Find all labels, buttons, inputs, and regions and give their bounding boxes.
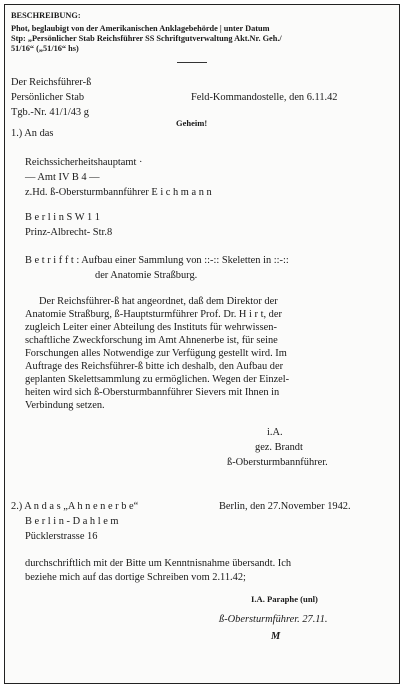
header-line-3: 51/16“ („51/16“ hs) (11, 44, 79, 53)
header-line-2: Stp: „Persönlicher Stab Reichsführer SS Schriftgutverwaltung Akt.Nr. Geh./ (11, 34, 282, 43)
body-line-2: Anatomie Straßburg, ß-Hauptsturmführer Prof. Dr. H i r t, der (25, 309, 282, 320)
sender-line-2: Persönlicher Stab (11, 92, 85, 103)
recipient-2-place-date: Berlin, den 27.November 1942. (219, 501, 351, 512)
body-line-9: Verbindung setzen. (25, 400, 105, 411)
recipient-1-city: B e r l i n S W 1 1 (25, 212, 100, 223)
recipient-1-line-1: Reichssicherheitshauptamt · (25, 157, 143, 168)
body-line-5: Forschungen alles Notwendige zur Verfügung gestellt wird. Im (25, 348, 287, 359)
subject-line-1: B e t r i f f t : Aufbau einer Sammlung von ::-:: Skeletten in ::-:: (25, 255, 289, 266)
recipient-2-note-1: durchschriftlich mit der Bitte um Kenntnisnahme übersandt. Ich (25, 558, 292, 569)
body-line-4: schaftliche Zweckforschung im Amt Ahnenerbe ist, für seine (25, 335, 278, 346)
body-line-6: Auftrage des Reichsführer-ß bitte ich deshalb, den Aufbau der (25, 361, 284, 372)
signature-2-ia: I.A. Paraphe (unl) (251, 594, 318, 604)
signature-1-name: gez. Brandt (255, 442, 303, 453)
body-line-8: heiten wird sich ß-Obersturmbannführer Sievers mit Ihnen in (25, 387, 280, 398)
signature-2-initial: M (271, 631, 281, 642)
sender-line-1: Der Reichsführer-ß (11, 77, 92, 88)
header-title: BESCHREIBUNG: (11, 11, 81, 20)
signature-1-rank: ß-Obersturmbannführer. (227, 457, 328, 468)
body-line-3: zugleich Leiter einer Abteilung des Instituts für wehrwissen- (25, 322, 277, 333)
subject-line-2: der Anatomie Straßburg. (95, 270, 198, 281)
recipient-2-note-2: beziehe mich auf das dortige Schreiben vom 2.11.42; (25, 572, 246, 583)
header-divider (177, 62, 207, 63)
recipient-1-number: 1.) An das (11, 128, 54, 139)
body-line-1: Der Reichsführer-ß hat angeordnet, daß dem Direktor der (39, 296, 278, 307)
header-line-1: Phot, beglaubigt von der Amerikanischen Anklagebehörde | unter Datum (11, 24, 270, 33)
recipient-2-line-1: 2.) A n d a s „A h n e n e r b e“ (11, 501, 139, 512)
place-date: Feld-Kommandostelle, den 6.11.42 (191, 92, 338, 103)
recipient-1-line-3: z.Hd. ß-Obersturmbannführer E i c h m a n n (25, 187, 212, 198)
recipient-1-street: Prinz-Albrecht- Str.8 (25, 227, 113, 238)
recipient-2-street: Pücklerstrasse 16 (25, 531, 98, 542)
reference-number: Tgb.-Nr. 41/1/43 g (11, 107, 89, 118)
secret-stamp: Geheim! (176, 118, 208, 128)
signature-2-rank: ß-Obersturmführer. 27.11. (219, 614, 328, 625)
recipient-1-line-2: — Amt IV B 4 — (25, 172, 100, 183)
signature-1-ia: i.A. (267, 427, 283, 438)
document-page (4, 4, 400, 684)
recipient-2-city: B e r l i n - D a h l e m (25, 516, 119, 527)
body-line-7: geplanten Skelettsammlung zu ermöglichen. Wegen der Einzel- (25, 374, 290, 385)
